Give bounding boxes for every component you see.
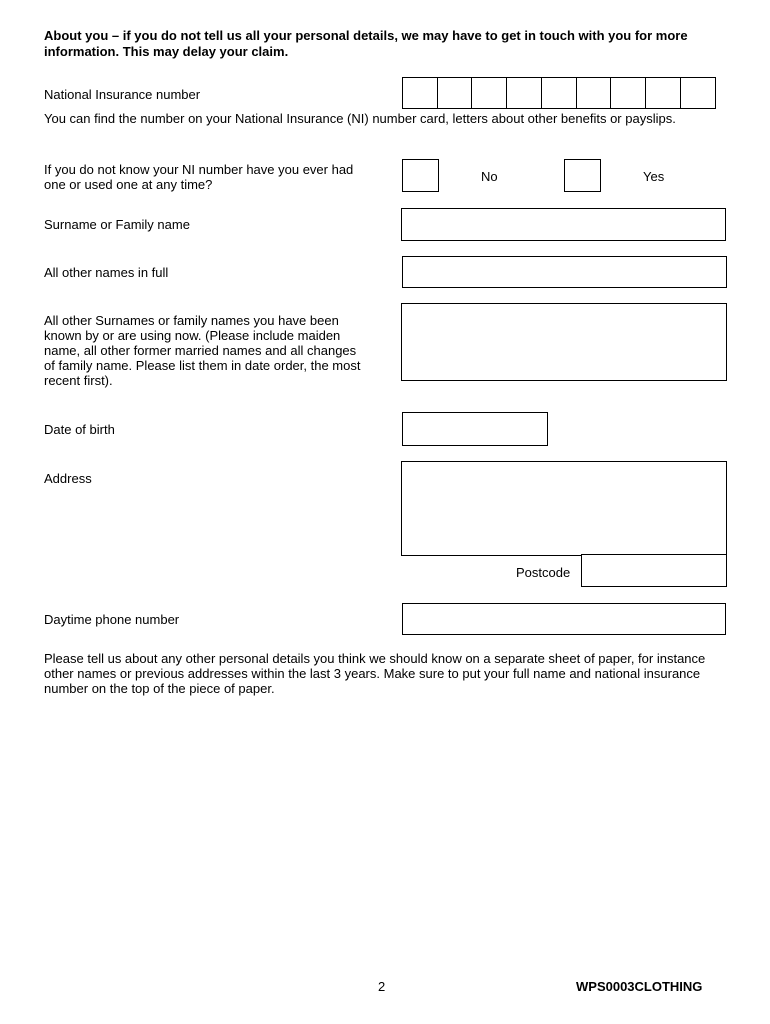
postcode-input[interactable] [581, 554, 727, 587]
ni-history-no-label: No [481, 169, 498, 184]
other-names-label: All other names in full [44, 265, 169, 280]
ni-number-cell[interactable] [645, 77, 681, 109]
date-of-birth-label: Date of birth [44, 422, 115, 437]
ni-number-cell[interactable] [437, 77, 473, 109]
ni-history-yes-checkbox[interactable] [564, 159, 601, 192]
date-of-birth-input[interactable] [402, 412, 548, 446]
additional-details-note: Please tell us about any other personal details you think we should know on a separate sheet of paper, for instance other names or previous addresses within the last 3 years. Make sure to put your full name and national insurance number on the top of the piece of paper. [44, 651, 706, 696]
ni-number-cell[interactable] [576, 77, 612, 109]
ni-history-yes-label: Yes [643, 169, 665, 184]
ni-number-cell[interactable] [541, 77, 577, 109]
surname-input[interactable] [401, 208, 726, 241]
section-heading: About you – if you do not tell us all your personal details, we may have to get in touch with you for more information. This may delay your claim. [44, 28, 688, 59]
ni-number-cell[interactable] [506, 77, 542, 109]
phone-input[interactable] [402, 603, 726, 635]
ni-number-cell[interactable] [402, 77, 438, 109]
other-surnames-label: All other Surnames or family names you have been known by or are using now. (Please include maiden name, all other former married names and all changes of family name. Please list them in date order, the most recent first). [44, 313, 361, 388]
ni-number-help: You can find the number on your National Insurance (NI) number card, letters about other benefits or payslips. [44, 111, 676, 126]
phone-label: Daytime phone number [44, 612, 180, 627]
ni-history-no-checkbox[interactable] [402, 159, 439, 192]
page-number: 2 [378, 979, 386, 994]
other-surnames-input[interactable] [401, 303, 727, 381]
postcode-label: Postcode [516, 565, 571, 580]
ni-history-question: If you do not know your NI number have you ever had one or used one at any time? [44, 162, 354, 192]
address-label: Address [44, 471, 92, 486]
ni-number-cell[interactable] [680, 77, 716, 109]
ni-number-input[interactable] [402, 77, 714, 109]
address-input[interactable] [401, 461, 727, 556]
form-code: WPS0003CLOTHING [576, 979, 703, 994]
other-names-input[interactable] [402, 256, 727, 288]
surname-label: Surname or Family name [44, 217, 190, 232]
ni-number-label: National Insurance number [44, 87, 201, 102]
ni-number-cell[interactable] [610, 77, 646, 109]
ni-number-cell[interactable] [471, 77, 507, 109]
